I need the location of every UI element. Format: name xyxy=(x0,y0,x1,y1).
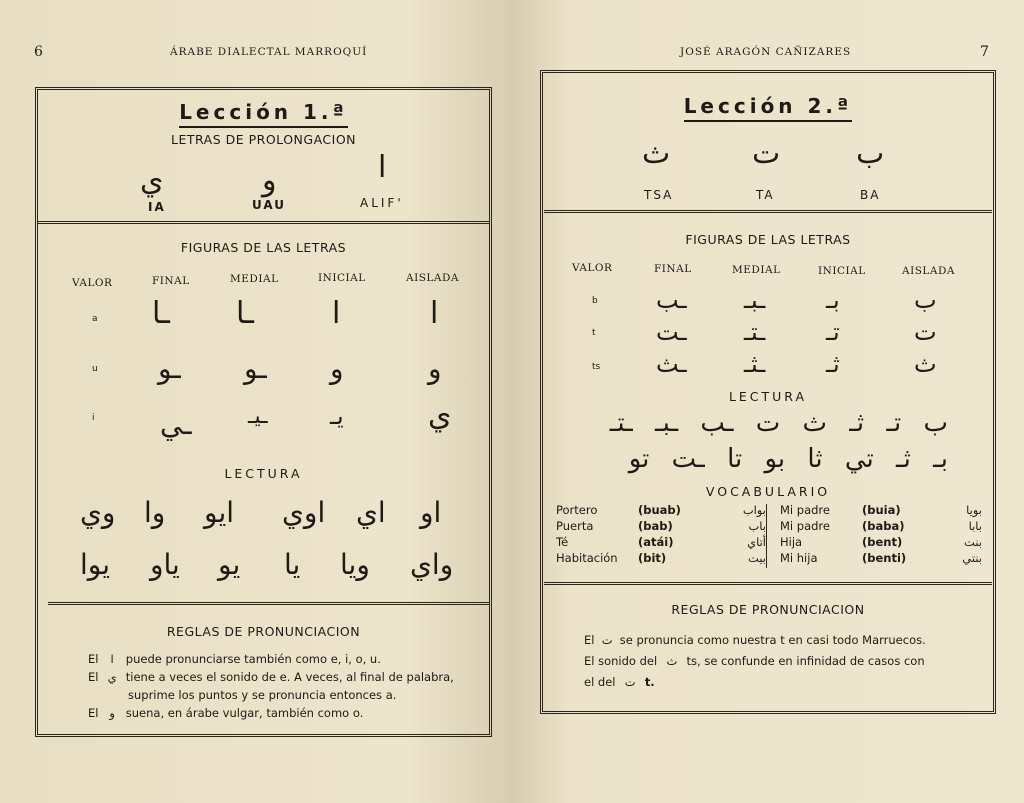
lectura-word: يوا xyxy=(80,548,111,581)
letter-name: TA xyxy=(756,188,775,202)
letter-glyph: ب xyxy=(856,136,885,171)
row-medial: ـثـ xyxy=(744,350,766,378)
row-inicial: بـ xyxy=(826,286,840,314)
row-inicial: ثـ xyxy=(826,350,840,378)
vocab-table-left xyxy=(556,502,766,566)
header-aislada: AISLADA xyxy=(902,265,955,277)
row-medial: ـا xyxy=(236,296,254,331)
row-medial: ـتـ xyxy=(744,318,766,346)
row-final: ـت xyxy=(656,318,687,346)
letter-glyph: ت xyxy=(752,136,781,171)
row-inicial: تـ xyxy=(826,318,840,346)
lectura-heading: LECTURA xyxy=(224,466,303,481)
lectura-word: ياو xyxy=(150,548,180,581)
vocab-heading: VOCABULARIO xyxy=(705,484,831,499)
lectura-word: ايو xyxy=(204,496,235,529)
lesson-title: Lección 1.ª xyxy=(179,100,348,128)
page-number: 7 xyxy=(980,44,989,60)
row-valor: t xyxy=(592,328,596,338)
vocab-row: Hija (bent) بنت xyxy=(780,535,982,549)
lectura-word: وا xyxy=(144,496,166,529)
header-valor: VALOR xyxy=(72,277,113,289)
rules-heading: REGLAS DE PRONUNCIACION xyxy=(166,624,361,639)
page-number: 6 xyxy=(34,44,43,60)
header-medial: MEDIAL xyxy=(230,273,279,285)
divider xyxy=(544,210,992,213)
lectura-line: ب تـ ثـ ث ت ـب ـبـ ـتـ xyxy=(609,408,948,438)
row-valor: b xyxy=(592,296,598,306)
row-valor: i xyxy=(92,413,95,423)
rules-block xyxy=(584,630,984,693)
row-aislada: ت xyxy=(914,318,937,346)
row-final: ـث xyxy=(656,350,687,378)
header-inicial: INICIAL xyxy=(318,272,366,284)
letter-glyph: ي xyxy=(140,163,164,198)
figures-heading: FIGURAS DE LAS LETRAS xyxy=(180,240,347,255)
letter-name: IA xyxy=(148,200,166,214)
header-medial: MEDIAL xyxy=(732,264,781,276)
header-inicial: INICIAL xyxy=(818,265,866,277)
row-medial: ـو xyxy=(244,352,267,385)
lectura-word: او xyxy=(420,496,442,529)
row-medial: ـيـ xyxy=(248,404,268,429)
row-inicial: ا xyxy=(332,296,341,331)
vocab-row: Habitación (bit) بيت xyxy=(556,551,766,565)
row-final: ـو xyxy=(158,352,181,385)
row-inicial: و xyxy=(330,352,344,385)
subtitle: LETRAS DE PROLONGACION xyxy=(170,132,357,147)
lectura-line: بـ ثـ تي ثا بو تا ـت تو xyxy=(628,444,948,474)
letter-glyph: ث xyxy=(642,136,671,171)
lectura-heading: LECTURA xyxy=(728,389,808,404)
rule-line: El ت se pronuncia como nuestra t en casi todo Marruecos. xyxy=(584,633,926,647)
lectura-word: يو xyxy=(218,548,241,581)
left-page xyxy=(0,0,508,803)
divider xyxy=(544,582,992,585)
row-valor: ts xyxy=(592,362,601,372)
figures-heading: FIGURAS DE LAS LETRAS xyxy=(685,232,851,247)
letter-glyph: ا xyxy=(378,150,387,185)
vocab-row: Portero (buab) بواب xyxy=(556,503,766,517)
vocab-row: Puerta (bab) باب xyxy=(556,519,766,533)
header-final: FINAL xyxy=(152,275,190,287)
lesson-title: Lección 2.ª xyxy=(684,94,853,122)
row-inicial: يـ xyxy=(330,402,344,430)
rule-line: El ا puede pronunciarse también como e, i, o, u. xyxy=(88,652,381,666)
lectura-word: اوي xyxy=(282,496,326,529)
rules-heading: REGLAS DE PRONUNCIACION xyxy=(671,602,865,617)
letter-glyph: و xyxy=(262,163,277,198)
lectura-word: يا xyxy=(284,548,301,581)
header-valor: VALOR xyxy=(572,262,613,274)
row-aislada: ا xyxy=(430,296,439,331)
vocab-row: Mi padre (baba) بابا xyxy=(780,519,982,533)
lectura-word: وي xyxy=(80,496,116,529)
rule-line: el del ت t. xyxy=(584,675,655,689)
right-page xyxy=(508,0,1024,803)
vocab-row: Té (atái) أتاي xyxy=(556,535,766,549)
vocab-table-right xyxy=(780,502,982,566)
lectura-word: اي xyxy=(356,496,386,529)
divider xyxy=(48,602,490,605)
header-aislada: AISLADA xyxy=(406,272,459,284)
row-aislada: ث xyxy=(914,350,937,378)
rule-line: El sonido del ث ts, se confunde en infinidad de casos con xyxy=(584,654,925,668)
row-aislada: و xyxy=(428,352,442,385)
lectura-word: واي xyxy=(410,548,454,581)
row-medial: ـبـ xyxy=(744,286,766,314)
row-final: ـا xyxy=(152,296,170,331)
header-final: FINAL xyxy=(654,263,692,275)
running-head: JOSÉ ARAGÓN CAÑIZARES xyxy=(680,46,852,58)
row-valor: a xyxy=(92,314,98,324)
row-final: ـي xyxy=(160,408,192,441)
row-aislada: ب xyxy=(914,286,937,314)
row-aislada: ي xyxy=(428,398,452,433)
rule-line: El و suena, en árabe vulgar, también como o. xyxy=(88,706,364,720)
letter-name: BA xyxy=(860,188,881,202)
letter-name: TSA xyxy=(644,188,674,202)
rule-line: suprime los puntos y se pronuncia entonces a. xyxy=(128,688,397,702)
vocab-row: Mi hija (benti) بنتي xyxy=(780,551,982,565)
row-valor: u xyxy=(92,364,98,374)
rules-block xyxy=(88,650,488,722)
vocab-row: Mi padre (buia) بويا xyxy=(780,503,982,517)
divider xyxy=(38,221,489,224)
vocab-divider xyxy=(766,504,767,568)
lectura-word: ويا xyxy=(340,548,370,581)
letter-name: UAU xyxy=(252,198,287,212)
running-head: ÁRABE DIALECTAL MARROQUÍ xyxy=(170,46,368,58)
row-final: ـب xyxy=(656,286,687,314)
letter-name: ALIF' xyxy=(360,196,404,210)
rule-line: El ي tiene a veces el sonido de e. A veces, al final de palabra, xyxy=(88,670,454,684)
